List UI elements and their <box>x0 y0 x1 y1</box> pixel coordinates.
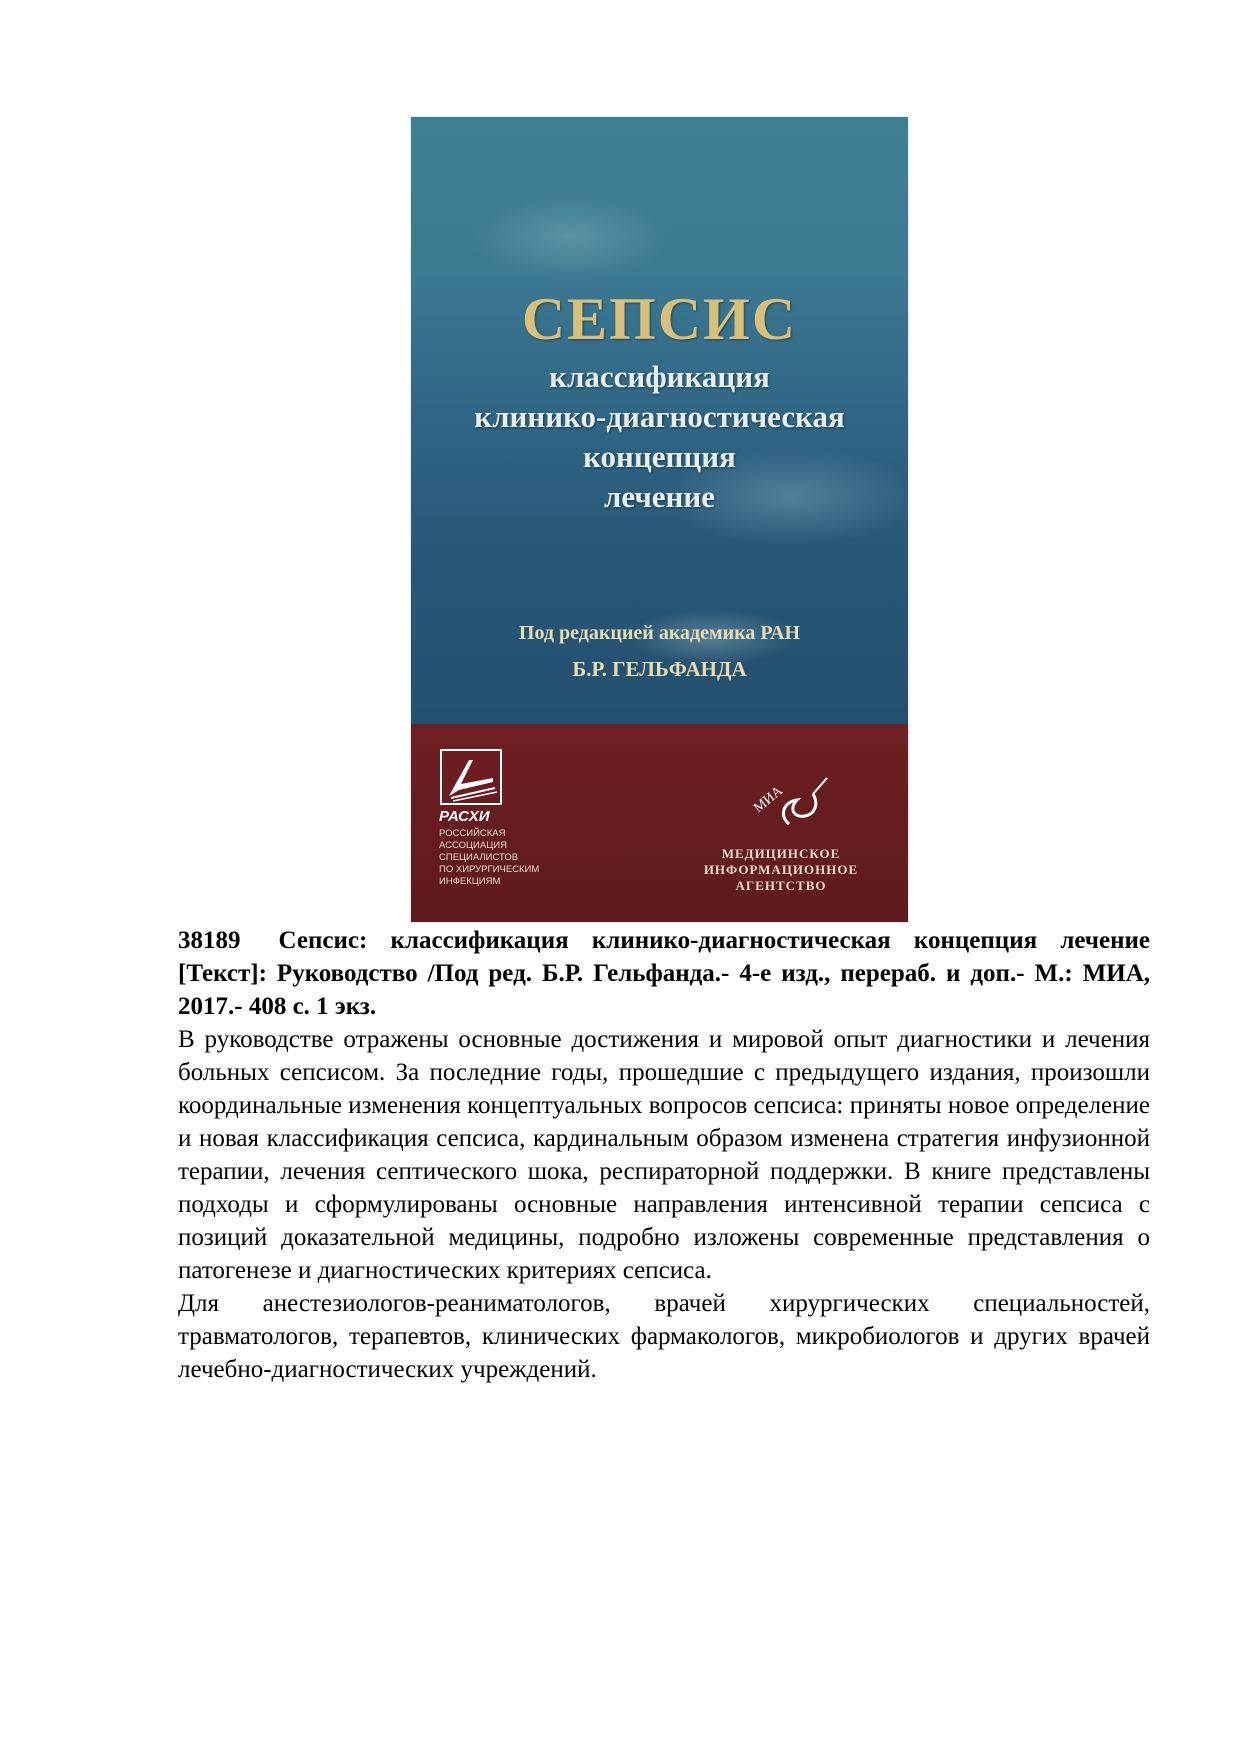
cover-title: СЕПСИС <box>521 286 798 352</box>
mia-line: МЕДИЦИНСКОЕ <box>721 846 841 861</box>
cover-subtitle-line: лечение <box>603 479 716 514</box>
cover-editor <box>411 615 908 687</box>
cover-subtitle-line: концепция <box>583 439 736 474</box>
annotation-paragraph: В руководстве отражены основные достижения и мировой опыт диагностики и лечения больных сепсисом. За последние годы, прошедшие с предыдущего издания, произошли координальные изменения концептуальных вопросов сепсиса: приняты новое определение и новая классификация сепсиса, кардинальным образом изменена стратегия инфузионной терапии, лечения септического шока, респираторной поддержки. В книге представлены подходы и сформулированы основные направления интенсивной терапии сепсиса с позиций доказательной медицины, подробно изложены современные представления о патогенезе и диагностических критериях сепсиса. <box>178 1026 1150 1284</box>
entry-citation: Сепсис: классификация клинико-диагностическая концепция лечение [Текст]: Руководство /Под ред. Б.Р. Гельфанда.- 4-е изд., перераб. и доп.- М.: МИА, 2017.- 408 с. 1 экз. <box>178 927 1150 1020</box>
mia-line: ИНФОРМАЦИОННОЕ <box>703 862 859 877</box>
rasxi-line: СПЕЦИАЛИСТОВ <box>439 852 519 863</box>
catalog-entry-text <box>178 924 1150 1386</box>
mia-line: АГЕНТСТВО <box>735 878 827 893</box>
bibliographic-entry <box>178 924 1150 1023</box>
rasxi-line: АССОЦИАЦИЯ <box>439 840 507 851</box>
book-cover <box>411 117 908 922</box>
cover-editor-line: Под редакцией академика РАН <box>518 622 801 644</box>
rasxi-logo-icon <box>439 748 503 806</box>
audience-paragraph: Для анестезиологов-реаниматологов, врачей хирургических специальностей, травматологов, терапевтов, клинических фармакологов, микробиологов и других врачей лечебно-диагностических учреждений. <box>178 1290 1150 1383</box>
rasxi-line: ПО ХИРУРГИЧЕСКИМ <box>439 864 540 875</box>
cover-upper-panel <box>411 117 908 724</box>
cover-lower-panel <box>411 724 908 922</box>
rasxi-full-name <box>439 828 539 888</box>
cover-subtitle <box>411 357 908 517</box>
cover-editor-name: Б.Р. ГЕЛЬФАНДА <box>572 657 747 681</box>
mia-logo-text: МИА <box>751 783 786 817</box>
cover-subtitle-line: клинико-диагностическая <box>474 399 845 434</box>
entry-number: 38189 <box>178 927 241 954</box>
rasxi-line: ИНФЕКЦИЯМ <box>439 876 501 887</box>
rasxi-line: РОССИЙСКАЯ <box>439 828 506 839</box>
mia-name <box>681 846 881 894</box>
cover-subtitle-line: классификация <box>549 359 770 394</box>
mia-logo-icon <box>749 764 839 834</box>
rasxi-name: РАСХИ <box>439 808 490 825</box>
